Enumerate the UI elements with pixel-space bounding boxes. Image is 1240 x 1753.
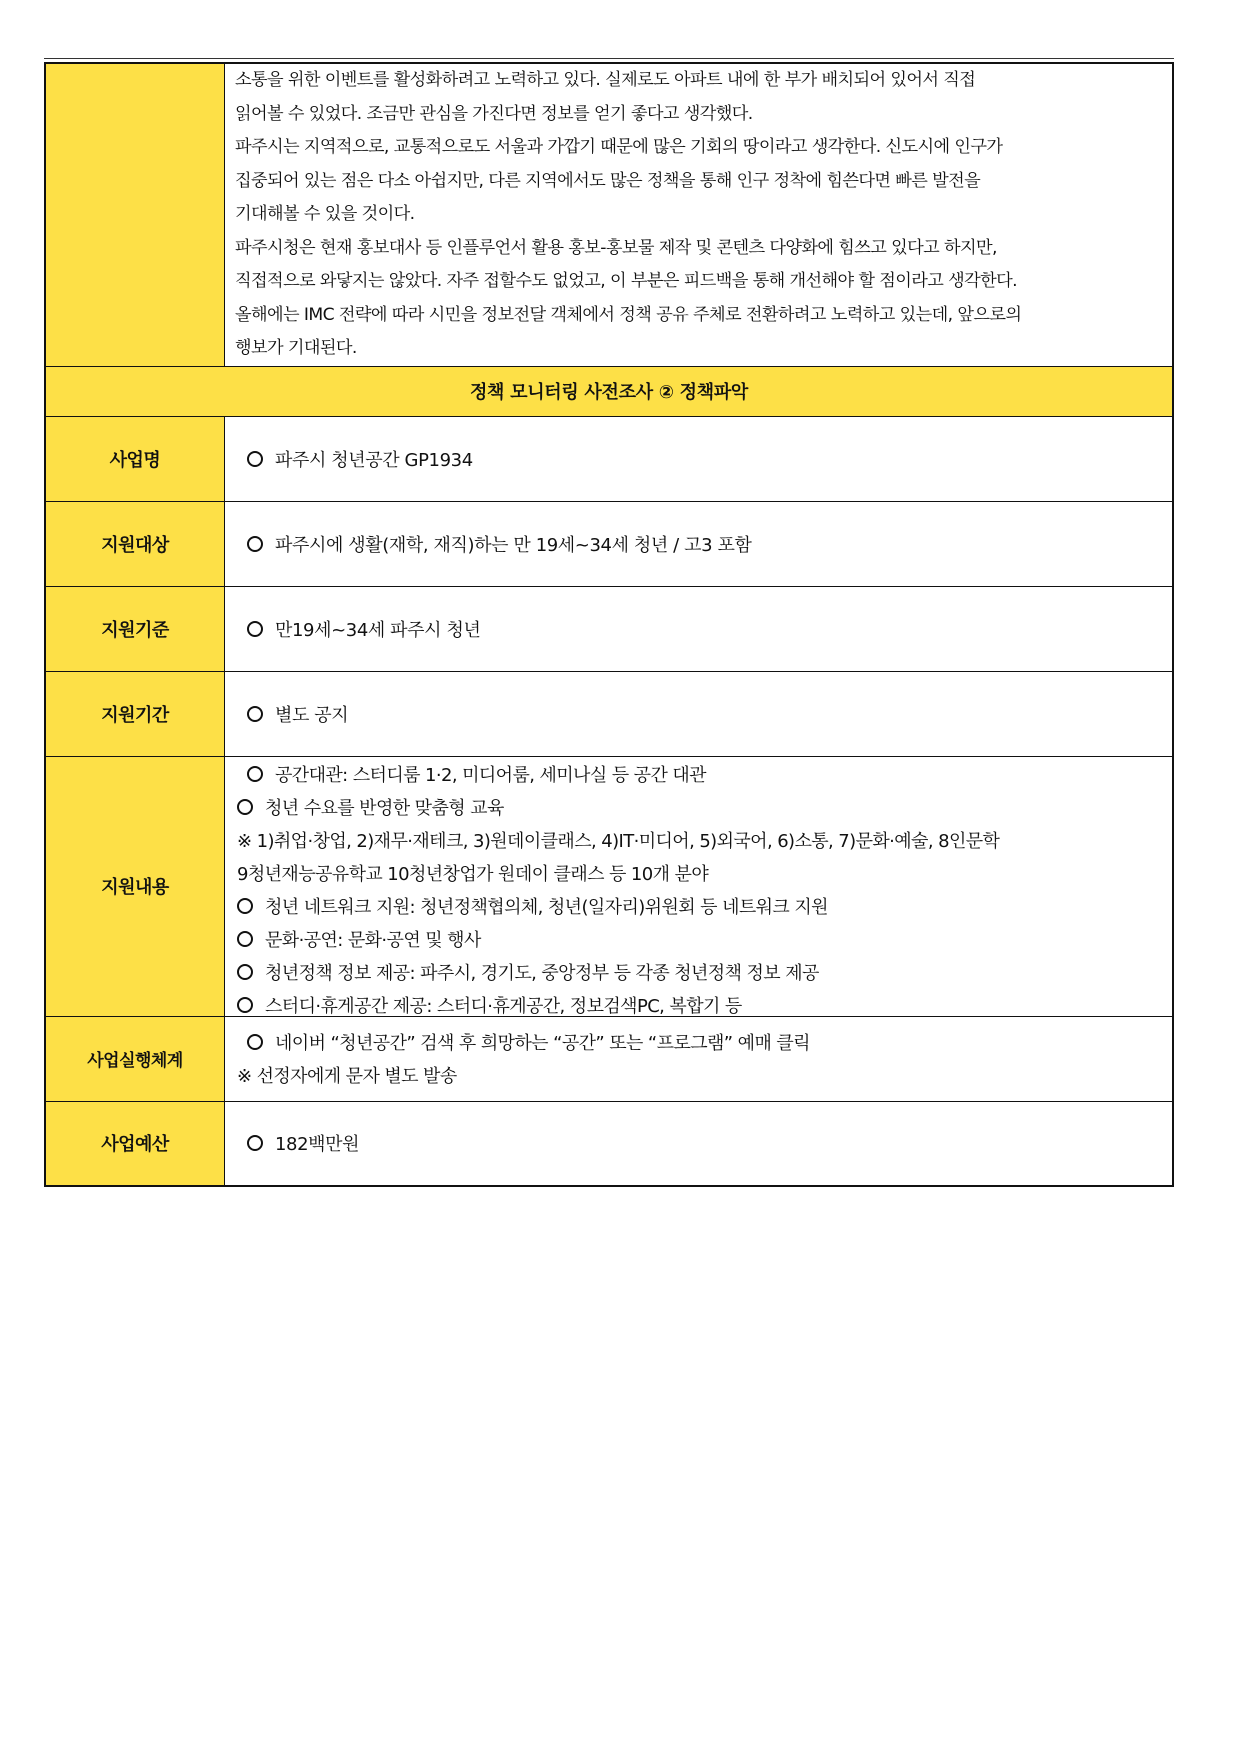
execution-label: 사업실행체계: [45, 1016, 225, 1101]
intro-line: 소통을 위한 이벤트를 활성화하려고 노력하고 있다. 실제로도 아파트 내에 한 부가 배치되어 있어서 직접: [235, 70, 976, 90]
budget-label: 사업예산: [45, 1101, 225, 1186]
business-name-row: [45, 416, 1173, 501]
contents-item-text: 스터디·휴게공간 제공: 스터디·휴게공간, 정보검색PC, 복합기 등: [265, 996, 742, 1015]
contents-item: [237, 792, 1162, 825]
contents-item: [237, 891, 1162, 924]
period-value-line: [225, 701, 1172, 727]
business-name-cell: [225, 416, 1174, 501]
intro-line: 행보가 기대된다.: [235, 338, 357, 358]
intro-line: 직접적으로 와닿지는 않았다. 자주 접할수도 없었고, 이 부분은 피드백을 통해 개선해야 할 점이라고 생각한다.: [235, 271, 1017, 291]
circle-bullet-icon: [237, 931, 253, 947]
criteria-cell: [225, 586, 1174, 671]
contents-label: 지원내용: [45, 756, 225, 1016]
criteria-value-line: [225, 616, 1172, 642]
business-name-value-line: [225, 446, 1172, 472]
business-name-label: 사업명: [45, 416, 225, 501]
circle-bullet-icon: [237, 997, 253, 1013]
target-label: 지원대상: [45, 501, 225, 586]
contents-item-text: 청년 네트워크 지원: 청년정책협의체, 청년(일자리)위원회 등 네트워크 지원: [265, 897, 828, 918]
circle-bullet-icon: [237, 964, 253, 980]
intro-line: 집중되어 있는 점은 다소 아쉽지만, 다른 지역에서도 많은 정책을 통해 인구 정착에 힘쓴다면 빠른 발전을: [235, 170, 981, 191]
top-rule: [44, 58, 1174, 59]
contents-item: [237, 759, 1162, 792]
criteria-value: 만19세~34세 파주시 청년: [275, 619, 481, 641]
intro-line: 파주시는 지역적으로, 교통적으로도 서울과 가깝기 때문에 많은 기회의 땅이라고 생각한다. 신도시에 인구가: [235, 137, 1003, 157]
circle-bullet-icon: [247, 766, 263, 782]
target-row: [45, 501, 1173, 586]
contents-cell: [225, 756, 1174, 1016]
execution-cell: [225, 1016, 1174, 1101]
contents-item-text: 청년 수요를 반영한 맞춤형 교육: [265, 798, 504, 819]
budget-row: [45, 1101, 1173, 1186]
circle-bullet-icon: [247, 451, 263, 467]
execution-item-text: 네이버 “청년공간” 검색 후 희망하는 “공간” 또는 “프로그램” 예매 클릭: [275, 1032, 810, 1054]
circle-bullet-icon: [247, 621, 263, 637]
intro-label-cell: [45, 63, 225, 366]
intro-text: [225, 64, 1172, 366]
section-banner-row: [45, 366, 1173, 416]
intro-row: [45, 63, 1173, 366]
circle-bullet-icon: [247, 1034, 263, 1050]
target-value: 파주시에 생활(재학, 재직)하는 만 19세~34세 청년 / 고3 포함: [275, 534, 752, 556]
intro-line: 읽어볼 수 있었다. 조금만 관심을 가진다면 정보를 얻기 좋다고 생각했다.: [235, 103, 753, 124]
circle-bullet-icon: [237, 799, 253, 815]
circle-bullet-icon: [247, 706, 263, 722]
policy-table: [44, 62, 1174, 1187]
execution-item: [237, 1027, 1162, 1060]
period-row: [45, 671, 1173, 756]
period-label: 지원기간: [45, 671, 225, 756]
criteria-label: 지원기준: [45, 586, 225, 671]
contents-item-text: 공간대관: 스터디룸 1·2, 미디어룸, 세미나실 등 공간 대관: [275, 765, 706, 786]
period-cell: [225, 671, 1174, 756]
budget-value-line: [225, 1130, 1172, 1156]
intro-line: 올해에는 IMC 전략에 따라 시민을 정보전달 객체에서 정책 공유 주체로 전환하려고 노력하고 있는데, 앞으로의: [235, 304, 1022, 325]
circle-bullet-icon: [247, 536, 263, 552]
business-name-value: 파주시 청년공간 GP1934: [275, 449, 473, 471]
budget-cell: [225, 1101, 1174, 1186]
contents-item: [237, 924, 1162, 957]
target-cell: [225, 501, 1174, 586]
contents-item: [237, 990, 1162, 1015]
circle-bullet-icon: [247, 1135, 263, 1151]
target-value-line: [225, 531, 1172, 557]
period-value: 별도 공지: [275, 704, 349, 726]
budget-value: 182백만원: [275, 1134, 360, 1156]
contents-item-text: 청년정책 정보 제공: 파주시, 경기도, 중앙정부 등 각종 청년정책 정보 제공: [265, 963, 819, 984]
contents-item-text: 문화·공연: 문화·공연 및 행사: [265, 930, 481, 951]
execution-list: [225, 1025, 1172, 1093]
section-banner: 정책 모니터링 사전조사 ② 정책파악: [45, 366, 1173, 416]
contents-note: 9청년재능공유학교 10청년창업가 원데이 클래스 등 10개 분야: [237, 864, 709, 885]
execution-note: ※ 선정자에게 문자 별도 발송: [237, 1065, 457, 1087]
intro-line: 기대해볼 수 있을 것이다.: [235, 204, 415, 224]
contents-item: [237, 957, 1162, 990]
criteria-row: [45, 586, 1173, 671]
circle-bullet-icon: [237, 898, 253, 914]
intro-line: 파주시청은 현재 홍보대사 등 인플루언서 활용 홍보-홍보물 제작 및 콘텐츠 다양화에 힘쓰고 있다고 하지만,: [235, 237, 997, 258]
contents-list: [225, 757, 1172, 1015]
execution-row: [45, 1016, 1173, 1101]
contents-row: [45, 756, 1173, 1016]
intro-text-cell: [225, 63, 1174, 366]
contents-note: ※ 1)취업·창업, 2)재무·재테크, 3)원데이클래스, 4)IT·미디어, 5)외국어, 6)소통, 7)문화·예술, 8인문학: [237, 831, 1000, 852]
